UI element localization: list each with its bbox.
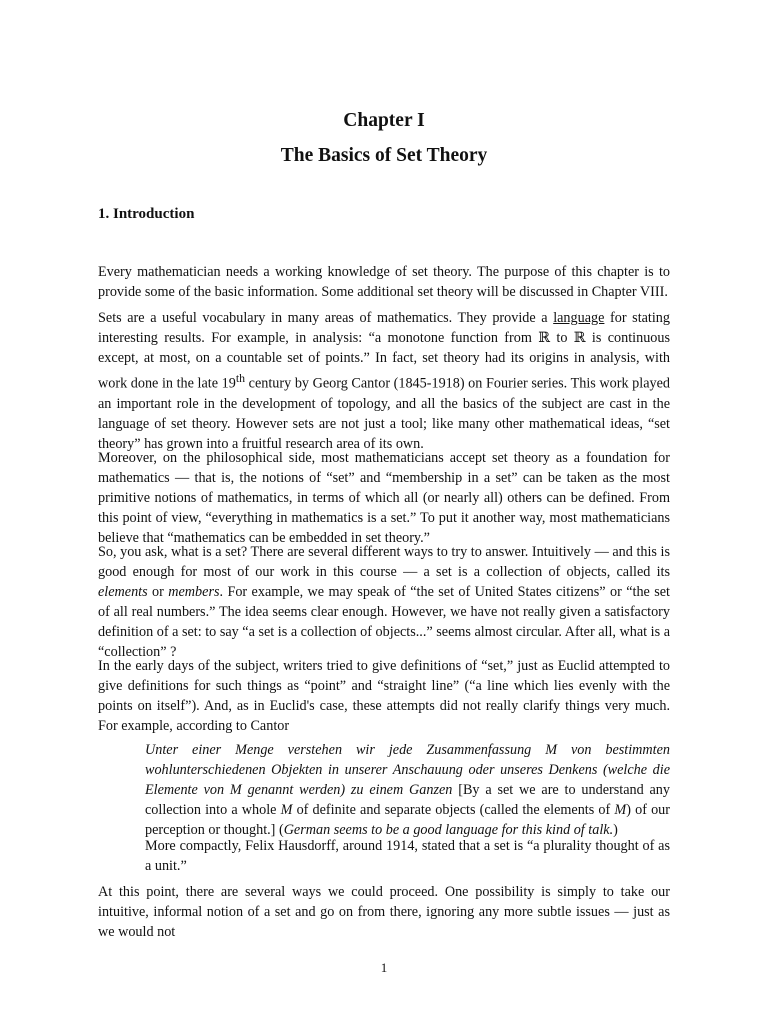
term-members: members xyxy=(168,584,220,600)
paragraph-5: In the early days of the subject, writers tried to give definitions of “set,” just as Euclid attempted to give definitions for such things as “point” and “straight line” (“a line which lies evenly with the points on itself”). And, as in Euclid's case, these attempts did not really clarify things very much. For example, according to Cantor xyxy=(98,658,670,734)
paragraph-3: Moreover, on the philosophical side, most mathematicians accept set theory as a foundation for mathematics — that is, the notions of “set” and “membership in a set” can be taken as the most primitive notions of mathematics, in terms of which all (or nearly all) others can be defined. From this point of view, “everything in mathematics is a set.” To put it another way, most mathematicians believe that “mathematics can be embedded in set theory.” xyxy=(98,450,670,546)
page-number: 1 xyxy=(380,960,388,975)
paragraph-4-part-c: . For example, we may speak of “the set of United States citizens” or “the set of all real numbers.” The idea seems clear enough. However, we have not really given a satisfactory definition of a set: to say “a set is a collection of objects...” seems almost circular. After all, what is a “collection” ? xyxy=(98,584,670,660)
chapter-label: Chapter I xyxy=(343,110,425,131)
language-term: language xyxy=(553,310,605,326)
german-remark: German seems to be a good language for this kind of talk. xyxy=(283,822,614,838)
symbol-m-1: M xyxy=(280,802,293,818)
chapter-title: The Basics of Set Theory xyxy=(280,145,488,166)
german-quote: Unter einer Menge verstehen wir jede Zusammenfassung M von bestimmten wohlunterschiedenen Objekten in unserer Anschauung oder unseres Denkens (welche die Elemente von M genannt werden) zu einem Ganzen xyxy=(145,742,670,798)
paragraph-2-part-b: for stating interesting results. For example, in analysis: “a monotone function from ℝ to ℝ is continuous except, at most, on a countable set of points.” In fact, set theory had its origins in analysis, with work done in the late 19 xyxy=(98,310,670,392)
paragraph-2-part-c: century by Georg Cantor (1845-1918) on Fourier series. This work played an important role in the development of topology, and all the basics of the subject are cast in the language of set theory. However sets are not just a tool; like many other mathematical ideas, “set theory” has grown into a fruitful research area of its own. xyxy=(98,375,670,452)
paragraph-1: Every mathematician needs a working knowledge of set theory. The purpose of this chapter is to provide some of the basic information. Some additional set theory will be discussed in Chapter VIII. xyxy=(98,264,670,300)
quote-translation-b: of definite and separate objects (called the elements of xyxy=(292,802,615,818)
term-elements: elements xyxy=(98,584,148,600)
cantor-quote xyxy=(145,740,670,840)
paragraph-2 xyxy=(98,308,670,454)
superscript-th: th xyxy=(235,371,246,385)
paragraph-2-part-a: Sets are a useful vocabulary in many areas of mathematics. They provide a xyxy=(98,310,554,326)
quote-translation-d: ) xyxy=(613,822,618,838)
quote-translation-a: [By a set we are to understand any collection into a whole xyxy=(145,782,670,818)
paragraph-4 xyxy=(98,542,670,662)
paragraph-4-part-b: or xyxy=(147,584,169,600)
hausdorff-quote: More compactly, Felix Hausdorff, around 1914, stated that a set is “a plurality thought of as a unit.” xyxy=(145,838,670,874)
paragraph-6: At this point, there are several ways we could proceed. One possibility is simply to take our intuitive, informal notion of a set and go on from there, ignoring any more subtle issues — just as we would not xyxy=(98,884,670,940)
quote-translation-c: ) of our perception or thought.] ( xyxy=(145,802,670,838)
paragraph-4-part-a: So, you ask, what is a set? There are several different ways to try to answer. Intuitively — and this is good enough for most of our work in this course — a set is a collection of objects, called its xyxy=(98,544,670,580)
section-heading: 1. Introduction xyxy=(98,206,195,222)
symbol-m-2: M xyxy=(614,802,627,818)
